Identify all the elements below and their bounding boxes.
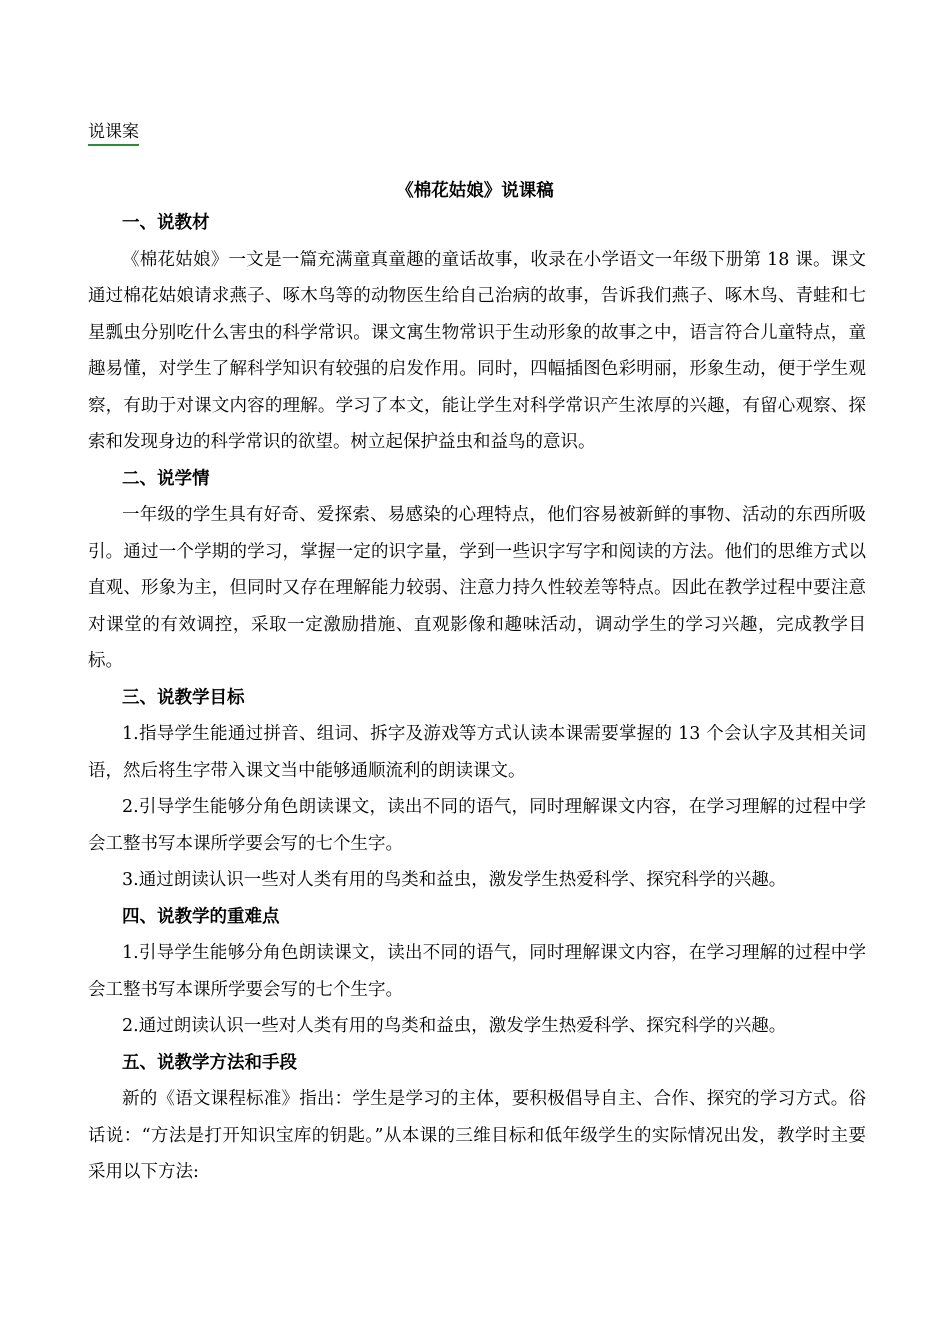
paragraph: 新的《语文课程标准》指出：学生是学习的主体，要积极倡导自主、合作、探究的学习方式。俗话说：“方法是打开知识宝库的钥匙。”从本课的三维目标和低年级学生的实际情况出发，教学时主要采用以下方法: xyxy=(88,1089,866,1182)
paragraph: 1.指导学生能通过拼音、组词、拆字及游戏等方式认读本课需要掌握的 13 个会认字及其相关词语，然后将生字带入课文当中能够通顺流利的朗读课文。 xyxy=(88,724,866,781)
section-teaching-material xyxy=(88,205,866,461)
section-heading: 二、说学情 xyxy=(122,468,210,489)
section-student-situation xyxy=(88,461,866,680)
section-teaching-methods xyxy=(88,1045,866,1191)
section-teaching-goals xyxy=(88,680,866,899)
section-heading: 五、说教学方法和手段 xyxy=(122,1052,297,1073)
paragraph: 《棉花姑娘》一文是一篇充满童真童趣的童话故事，收录在小学语文一年级下册第 18 课。课文通过棉花姑娘请求燕子、啄木鸟等的动物医生给自己治病的故事，告诉我们燕子、啄木鸟、青蛙和七星瓢虫分别吃什么害虫的科学常识。课文寓生物常识于生动形象的故事之中，语言符合儿童特点，童趣易懂，对学生了解科学知识有较强的启发作用。同时，四幅插图色彩明丽，形象生动，便于学生观察，有助于对课文内容的理解。学习了本文，能让学生对科学常识产生浓厚的兴趣，有留心观察、探索和发现身边的科学常识的欲望。树立起保护益虫和益鸟的意识。 xyxy=(88,249,866,452)
paragraph: 2.通过朗读认识一些对人类有用的鸟类和益虫，激发学生热爱科学、探究科学的兴趣。 xyxy=(122,1016,787,1036)
paragraph: 2.引导学生能够分角色朗读课文，读出不同的语气，同时理解课文内容，在学习理解的过程中学会工整书写本课所学要会写的七个生字。 xyxy=(88,797,866,854)
document-body xyxy=(88,205,866,1191)
document-title: 《棉花姑娘》说课稿 xyxy=(396,181,554,201)
section-heading: 四、说教学的重难点 xyxy=(122,906,280,927)
paragraph: 一年级的学生具有好奇、爱探索、易感染的心理特点，他们容易被新鲜的事物、活动的东西所吸引。通过一个学期的学习，掌握一定的识字量，学到一些识字写字和阅读的方法。他们的思维方式以直观、形象为主，但同时又存在理解能力较弱、注意力持久性较差等特点。因此在教学过程中要注意对课堂的有效调控，采取一定激励措施、直观影像和趣味活动，调动学生的学习兴趣，完成教学目标。 xyxy=(88,505,866,671)
section-heading: 一、说教材 xyxy=(122,213,210,233)
section-key-difficulties xyxy=(88,899,866,1045)
header-label: 说课案 xyxy=(88,120,139,146)
section-heading: 三、说教学目标 xyxy=(122,687,245,708)
paragraph: 3.通过朗读认识一些对人类有用的鸟类和益虫，激发学生热爱科学、探究科学的兴趣。 xyxy=(122,870,787,890)
paragraph: 1.引导学生能够分角色朗读课文，读出不同的语气，同时理解课文内容，在学习理解的过程中学会工整书写本课所学要会写的七个生字。 xyxy=(88,943,866,1000)
